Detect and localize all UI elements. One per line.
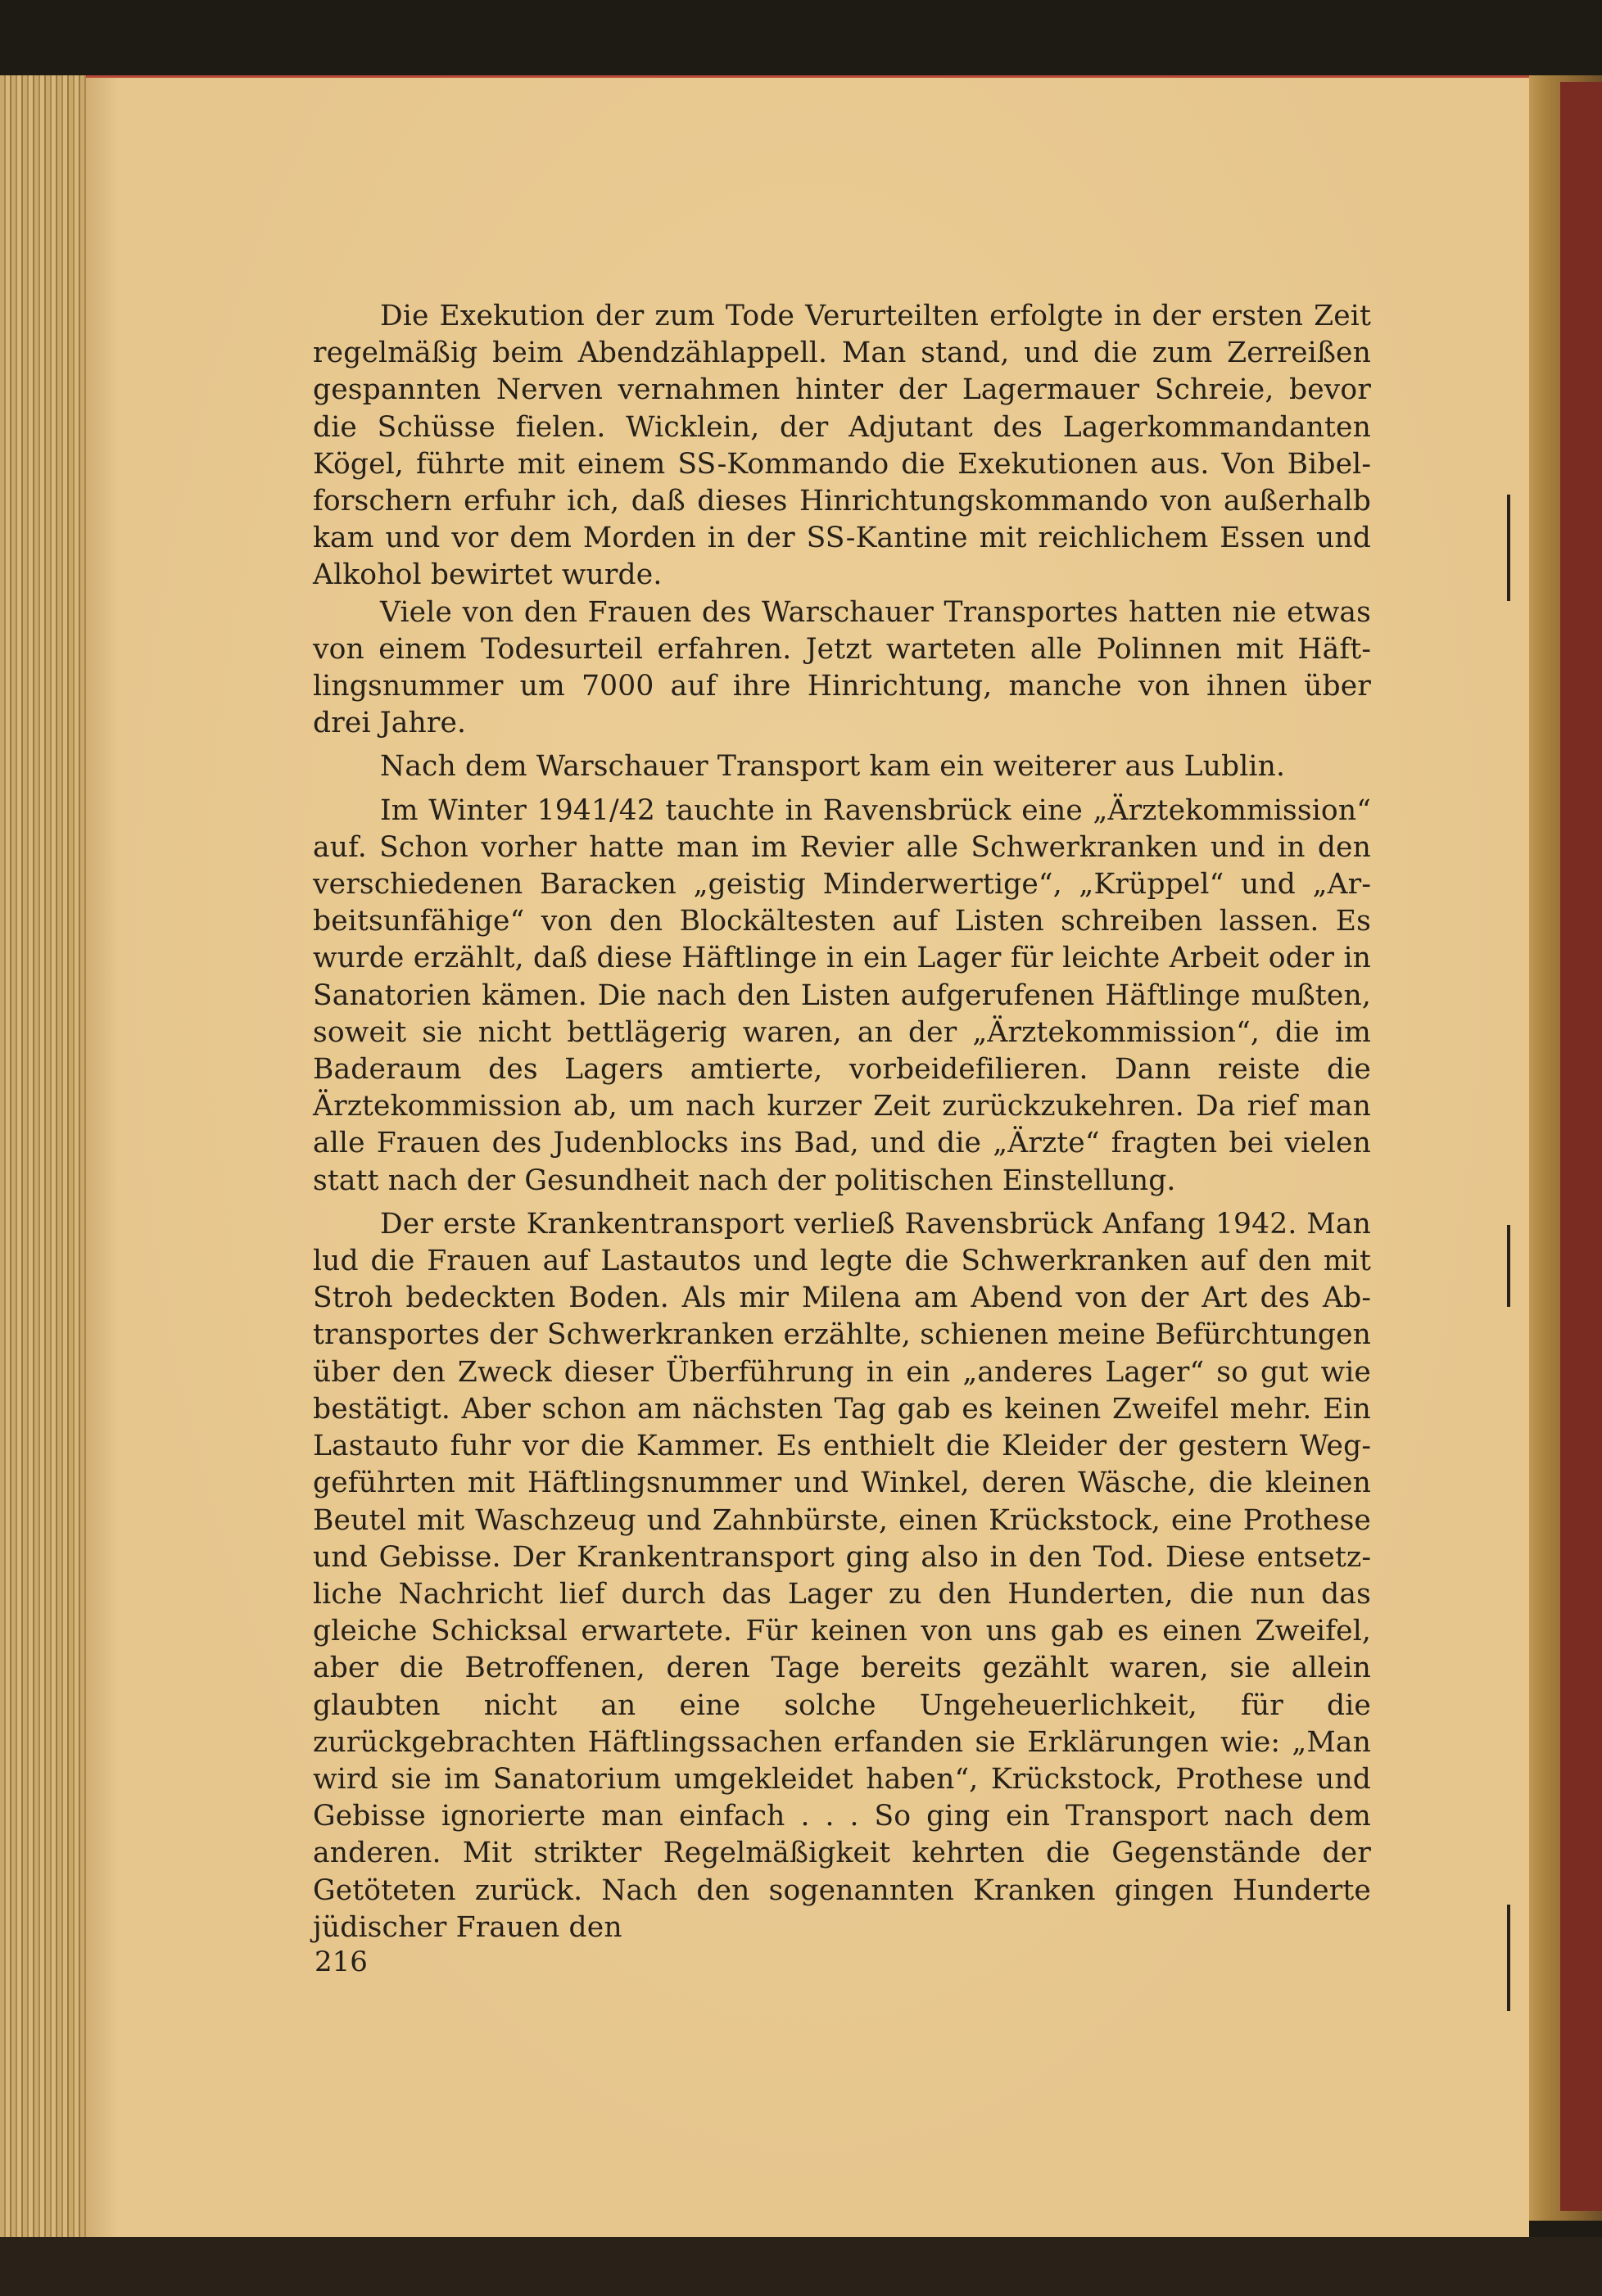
paragraph: Nach dem Warschauer Transport kam ein weiterer aus Lublin. [380, 750, 1286, 784]
paragraph: Die Exekution der zum Tode Verurteilten erfolgte in der ersten Zeit regelmäßig beim Abendzählappell. Man stand, und die zum Zerreißen gespannten Nerven vernahmen hinter der Lagermauer Schreie, bevor die Schüsse fielen. Wicklein, der Adjutant des Lagerkommandanten Kögel, führte mit einem SS-Kommando die Exekutionen aus. Von Bibelforschern erfuhr ich, daß dieses Hinrichtungskommando von außerhalb kam und vor dem Morden in der SS-Kantine mit reichlichem Essen und Alkohol bewirtet wurde. [313, 300, 1371, 592]
page-edges [0, 75, 98, 2237]
scan-bottom-edge [0, 2237, 1602, 2296]
paragraph: Im Winter 1941/42 tauchte in Ravensbrück eine „Ärztekommission“ auf. Schon vorher hatte man im Revier alle Schwerkranken und in den verschiedenen Baracken „geistig Minderwertige“, „Krüppel“ und „Arbeitsunfähige“ von den Blockältesten auf Listen schreiben lassen. Es wurde erzählt, daß diese Häftlinge in ein Lager für leichte Arbeit oder in Sanatorien kämen. Die nach den Listen aufgerufenen Häftlinge mußten, soweit sie nicht bettlägerig waren, an der „Ärztekommission“, die im Baderaum des Lagers amtierte, vorbeidefilieren. Dann reiste die Ärztekommission ab, um nach kurzer Zeit zurückzukehren. Da rief man alle Frauen des Judenblocks ins Bad, und die „Ärzte“ fragten bei vielen statt nach der Gesundheit nach der politischen Einstellung. [313, 793, 1371, 1197]
paragraph: Viele von den Frauen des Warschauer Transportes hatten nie etwas von einem Todesurteil erfahren. Jetzt warteten alle Polinnen mit Häftlingsnummer um 7000 auf ihre Hinrichtung, manche von ihnen über drei Jahre. [313, 595, 1371, 740]
paragraph: Der erste Krankentransport verließ Ravensbrück Anfang 1942. Man lud die Frauen auf Lastautos und legte die Schwerkranken auf den mit Stroh bedeckten Boden. Als mir Milena am Abend von der Art des Abtransportes der Schwerkranken erzählte, schienen meine Befürchtungen über den Zweck dieser Überführung in ein „anderes Lager“ so gut wie bestätigt. Aber schon am nächsten Tag gab es keinen Zweifel mehr. Ein Lastauto fuhr vor die Kammer. Es enthielt die Kleider der gestern Weggeführten mit Häftlingsnummer und Winkel, deren Wäsche, die kleinen Beutel mit Waschzeug und Zahnbürste, einen Krückstock, eine Prothese und Gebisse. Der Krankentransport ging also in den Tod. Diese entsetzliche Nachricht lief durch das Lager zu den Hunderten, die nun das gleiche Schicksal erwartete. Für keinen von uns gab es einen Zweifel, aber die Betroffenen, deren Tage bereits gezählt waren, sie allein glaubten nicht an eine solche Ungeheuerlichkeit, für die zurückgebrachten Häftlingssachen erfanden sie Erklärungen wie: „Man wird sie im Sanatorium umgekleidet haben“, Krückstock, Prothese und Gebisse ignorierte man einfach . . . So ging ein Transport nach dem anderen. Mit strikter Regelmäßigkeit kehrten die Gegenstände der Getöteten zurück. Nach den sogenannten Kranken gingen Hunderte jüdischer Frauen den [313, 1207, 1371, 1944]
binding-cloth [1560, 82, 1602, 2211]
margin-mark [1507, 1905, 1510, 2011]
margin-mark [1507, 1225, 1510, 1307]
body-text [313, 298, 1371, 1946]
page-number: 216 [315, 1946, 368, 1978]
margin-mark [1507, 495, 1510, 601]
